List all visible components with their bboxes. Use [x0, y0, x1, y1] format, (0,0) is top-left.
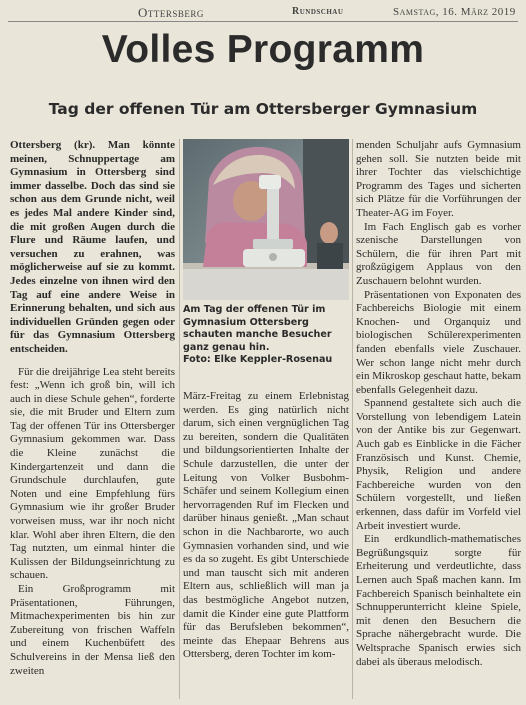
article-paragraph: Für die dreijährige Lea steht bereits fest: „Wenn ich groß bin, will ich auch in diese Schule gehen“, forderte sie, die mit Bruder und Eltern zum Tag der offenen Tür ins Ottersberger Gymnasium gekommen war. Dass die Kleine zunächst die Kindergartenzeit und dann die Grundschule durchlaufen, gute Noten und eine Empfehlung fürs Gymnasium wie ihr großer Bruder vorweisen muss, war ihr noch nicht klar. Wohl aber ihren Eltern, die den Tag nutzten, um einmal hinter die Kulissen der Bildungseinrichtung zu schauen.: [10, 365, 175, 582]
article-paragraph: Spannend gestaltete sich auch die Vorstellung von lebendigem Latein von der Antike bis zur Gegenwart. Auch gab es Einblicke in die Fächer Französisch und Kunst. Chemie, Physik, Religion und andere Fachbereiche wurden von den Schülern vorgestellt, und ließen erkennen, dass dafür im Vorfeld viel Arbeit investiert wurde.: [356, 397, 521, 532]
column-divider-1: [179, 139, 180, 699]
photo-credit: Foto: Elke Keppler-Rosenau: [183, 354, 333, 365]
article-lead: Ottersberg (kr). Man könnte meinen, Schnuppertage am Gymnasium in Ottersberg sind immer dasselbe. Doch das sind sie schon aus dem Grunde nicht, weil es jedes Mal andere Kinder sind, die mit großen Augen durch die Flure und Räume laufen, und versuchen zu erahnen, was möglicherweise auf sie zu kommt. Jedes einzelne von ihnen wird den Tag auf eine andere Weise in Erinnerung behalten, und sich aus individuellen Gründen gegen oder für das Gymnasium Ottersberg entscheiden.: [10, 139, 175, 355]
article-paragraph: Ein erdkundlich-mathematisches Begrüßungsquiz sorgte für Erheiterung und verdeutlichte, dass Lernen auch Spaß machen kann. Im Fachbereich Spanisch beinhaltete ein Schnupperunterricht kleine Spiele, mit denen den Besuchern die Sprache nähergebracht wurde. Die Weltsprache Spanisch erwies sich dabei als überaus melodisch.: [356, 533, 521, 668]
column-divider-2: [352, 139, 353, 699]
article-paragraph: Ein Großprogramm mit Präsentationen, Führungen, Mitmachexperimenten bis hin zur Zubereitung von frischen Waffeln und einem Kuchenbüfett des Schulvereins in der Mensa ließ den zweiten: [10, 583, 175, 677]
photo-image: [183, 139, 349, 300]
masthead: [8, 3, 518, 22]
article-column-1: [10, 139, 175, 678]
masthead-date: Samstag, 16. März 2019: [393, 6, 516, 18]
article-column-3: [356, 139, 521, 669]
article-column-2: [183, 390, 349, 662]
photo-caption-block: [183, 304, 349, 367]
masthead-place: Ottersberg: [138, 5, 204, 20]
headline: Volles Programm: [101, 28, 425, 71]
article-photo: [183, 139, 349, 300]
photo-caption: Am Tag der offenen Tür im Gymnasium Ottersberg schauten manche Besucher ganz genau hin.: [183, 304, 332, 353]
subheadline: Tag der offenen Tür am Ottersberger Gymnasium: [48, 100, 478, 118]
article-paragraph: Im Fach Englisch gab es vorher szenische Darstellungen von Schülern, die für ihren Part mit großzügigem Applaus von den Zuschauern belohnt wurden.: [356, 220, 521, 287]
masthead-paper: Rundschau: [292, 6, 344, 17]
article-paragraph: Präsentationen von Exponaten des Fachbereichs Biologie mit einem Knochen- und Organquiz und biologischen Schülerexperimenten fanden ebenfalls viele Zuschauer. Wer schon lange nicht mehr durch ein Mikroskop geschaut hatte, bekam ebenfalls Gelegenheit dazu.: [356, 288, 521, 396]
article-paragraph: März-Freitag zu einem Erlebnistag werden. Es ging natürlich nicht darum, sich einen vergnüglichen Tag zu bereiten, sondern die Qualitäten und bildungsorientierten Inhalte der Schule darzustellen, die unter der Leitung von Volker Busbohm-Schäfer und seinem Kollegium einen hervorragenden Ruf im Flecken und darüber hinaus genießt. „Man schaut schon in die Nachbarorte, wo auch Gymnasien vorhanden sind, und wie es da so zugeht. Es gibt Unterschiede und man tauscht sich mit anderen Eltern aus, schließlich will man ja das bestmögliche Angebot nutzen, damit die Kinder eine gute Plattform für das Berufsleben bekommen“, meinte das Ehepaar Behrens aus Ottersberg, deren Tochter im kom-: [183, 390, 349, 661]
article-paragraph: menden Schuljahr aufs Gymnasium gehen soll. Sie nutzten beide mit ihrer Tochter das vielschichtige Programm des Tages und sicherten sich Plätze für die Vorführungen der Theater-AG im Foyer.: [356, 139, 521, 219]
